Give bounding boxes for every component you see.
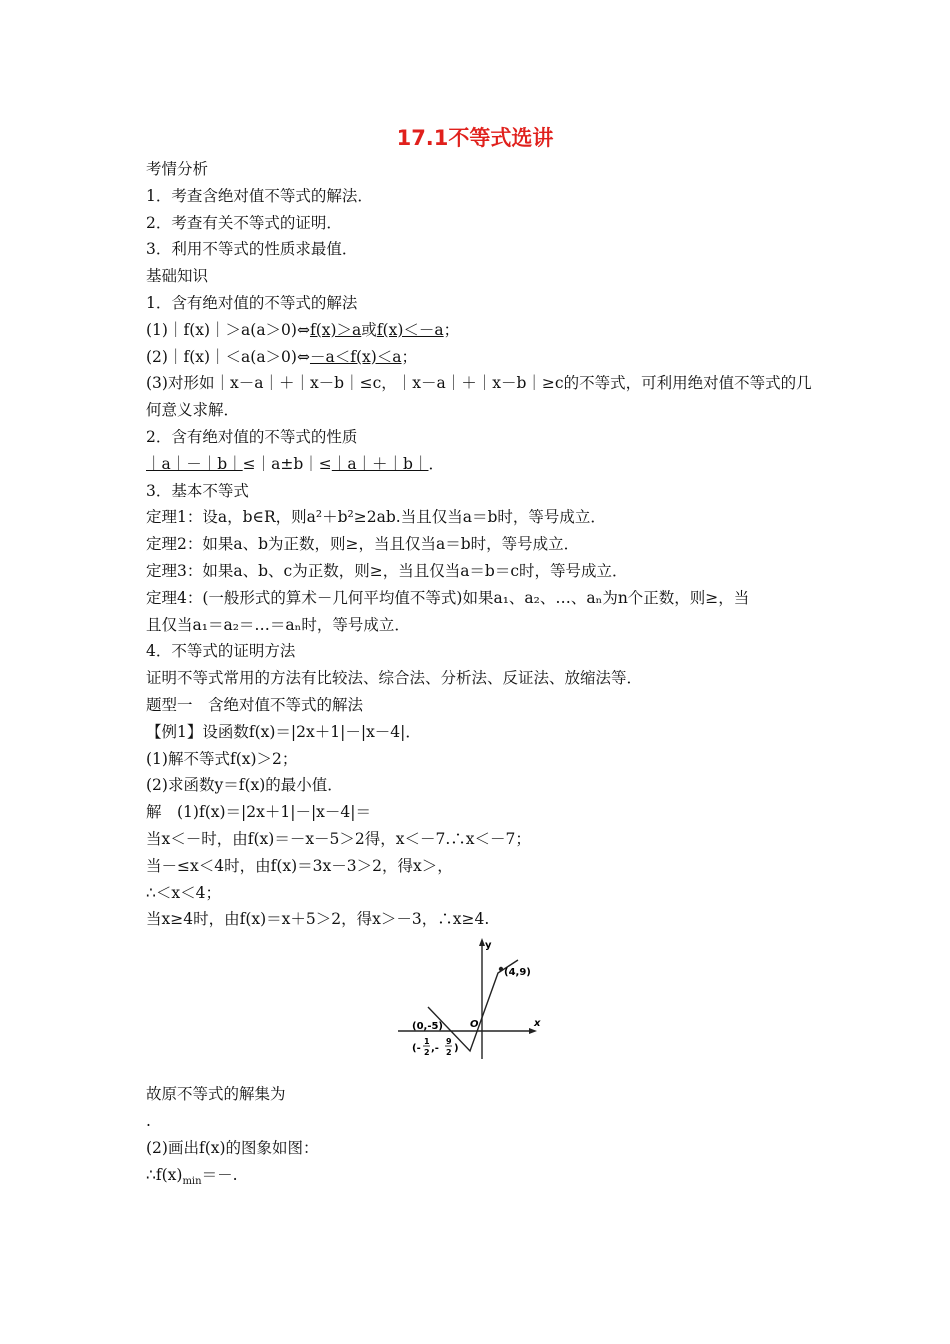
- text-line: (3)对形如｜x－a｜＋｜x－b｜≤c，｜x－a｜＋｜x－b｜≥c的不等式，可利用绝对值不等式的几: [146, 374, 812, 393]
- fraction-denominator: 2: [424, 1048, 430, 1058]
- page-title: 17.1不等式选讲: [396, 126, 554, 150]
- x-axis-label: x: [534, 1018, 541, 1030]
- function-graph: [146, 935, 816, 1075]
- text-line: 2．考查有关不等式的证明．: [146, 213, 342, 232]
- text-line: 1．含有绝对值的不等式的解法: [146, 293, 358, 312]
- section-heading: 考情分析: [146, 160, 209, 178]
- solution-line: 当x＜－时，由f(x)＝－x－5＞2得，x＜－7.∴x＜－7；: [146, 829, 531, 848]
- section-heading: 基础知识: [146, 267, 209, 286]
- solution-line: (2)画出f(x)的图象如图：: [146, 1138, 319, 1157]
- theorem-line: 且仅当a₁＝a₂＝…＝aₙ时，等号成立．: [146, 615, 410, 634]
- text-span: ＝－.: [201, 1165, 238, 1184]
- section-heading: 题型一 含绝对值不等式的解法: [146, 695, 364, 714]
- text-line: 1．考查含绝对值不等式的解法．: [146, 186, 373, 205]
- text-span: (2)｜f(x)｜＜a(a＞0)⇔: [146, 347, 310, 366]
- point-marker: [499, 967, 503, 971]
- theorem-line: 定理3：如果a、b、c为正数，则≥，当且仅当a＝b＝c时，等号成立．: [146, 561, 628, 580]
- fraction-numerator: 1: [424, 1037, 430, 1047]
- text-span: ；: [401, 347, 418, 366]
- point-label-min-prefix: (-: [412, 1043, 421, 1055]
- theorem-line: 定理2：如果a、b为正数，则≥，当且仅当a＝b时，等号成立．: [146, 535, 580, 554]
- example-line: 【例1】设函数f(x)＝|2x＋1|－|x－4|．: [146, 722, 421, 741]
- subscript: min: [182, 1175, 202, 1187]
- text-line: 证明不等式常用的方法有比较法、综合法、分析法、反证法、放缩法等．: [146, 669, 643, 688]
- example-line: (1)解不等式f(x)＞2；: [146, 749, 298, 768]
- fraction-denominator: 2: [446, 1048, 452, 1058]
- theorem-line: 定理4：(一般形式的算术－几何平均值不等式)如果a₁、a₂、…、aₙ为n个正数，则≥，当: [146, 588, 750, 607]
- example-line: (2)求函数y＝f(x)的最小值．: [146, 776, 343, 795]
- text-line: 3．基本不等式: [146, 481, 249, 500]
- point-label-min-mid: ,-: [431, 1043, 439, 1055]
- theorem-line: 定理1：设a，b∈R，则a²＋b²≥2ab.当且仅当a＝b时，等号成立．: [146, 508, 606, 527]
- text-span: ．: [428, 454, 444, 473]
- solution-line: 解 (1)f(x)＝|2x＋1|－|x－4|＝: [146, 803, 371, 822]
- fraction-numerator: 9: [446, 1037, 452, 1047]
- text-line: 何意义求解．: [146, 401, 240, 420]
- text-line: [146, 451, 816, 478]
- underlined-answer: f(x)＜－a: [376, 320, 444, 339]
- text-span: (1)｜f(x)｜＞a(a＞0)⇔: [146, 320, 310, 339]
- point-label-0-neg5: (0,-5): [412, 1021, 444, 1033]
- point-label-4-9: (4,9): [504, 967, 531, 979]
- text-span: ∴f(x): [146, 1165, 183, 1184]
- document-body: [146, 156, 816, 1195]
- origin-label: O: [470, 1019, 479, 1031]
- solution-line: 故原不等式的解集为: [146, 1085, 286, 1104]
- text-line: 4．不等式的证明方法: [146, 642, 296, 661]
- solution-line: 当x≥4时，由f(x)＝x＋5＞2，得x＞－3，∴x≥4.: [146, 910, 490, 929]
- solution-line: .: [146, 1111, 151, 1130]
- point-label-min-suffix: ): [454, 1043, 459, 1055]
- y-axis-label: y: [485, 940, 492, 952]
- underlined-answer: ｜a｜＋｜b｜: [331, 454, 429, 473]
- graph-svg: [398, 935, 558, 1075]
- text-span: ≤｜a±b｜≤: [242, 454, 332, 473]
- text-span: 或: [361, 320, 377, 339]
- underlined-answer: ｜a｜－｜b｜: [146, 454, 243, 473]
- text-line: [146, 344, 816, 371]
- text-line: 2．含有绝对值的不等式的性质: [146, 427, 358, 446]
- text-line: 3．利用不等式的性质求最值．: [146, 240, 358, 259]
- text-line: [146, 317, 816, 344]
- text-span: ；: [443, 320, 460, 339]
- solution-line: 当－≤x＜4时，由f(x)＝3x－3＞2，得x＞，: [146, 856, 453, 875]
- solution-line: [146, 1162, 816, 1196]
- underlined-answer: f(x)＞a: [309, 320, 362, 339]
- solution-line: ∴＜x＜4；: [146, 883, 221, 902]
- underlined-answer: －a＜f(x)＜a: [309, 347, 402, 366]
